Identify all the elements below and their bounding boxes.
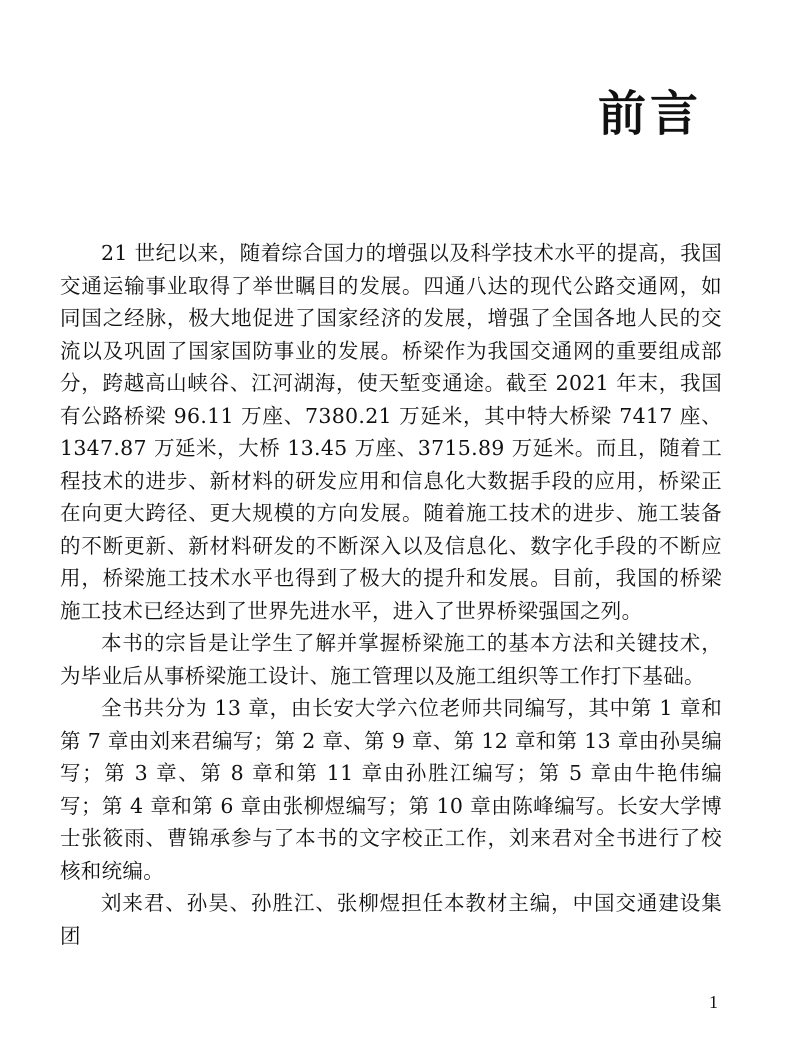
page-title: 前言 <box>597 86 702 142</box>
page-number: 1 <box>709 992 718 1012</box>
paragraph-4: 刘来君、孙昊、孙胜江、张柳煜担任本教材主编，中国交通建设集团 <box>60 891 722 948</box>
paragraph-2: 本书的宗旨是让学生了解并掌握桥梁施工的基本方法和关键技术，为毕业后从事桥梁施工设计、施工管理以及施工组织等工作打下基础。 <box>60 631 722 688</box>
preface-body <box>60 237 722 952</box>
paragraph-1: 21 世纪以来，随着综合国力的增强以及科学技术水平的提高，我国交通运输事业取得了举世瞩目的发展。四通八达的现代公路交通网，如同国之经脉，极大地促进了国家经济的发展，增强了全国各地人民的交流以及巩固了国家国防事业的发展。桥梁作为我国交通网的重要组成部分，跨越高山峡谷、江河湖海，使天堑变通途。截至 2021 年末，我国有公路桥梁 96.11 万座、7380.21 万延米，其中特大桥梁 7417 座、1347.87 万延米，大桥 13.45 万座、3715.89 万延米。而且，随着工程技术的进步、新材料的研发应用和信息化大数据手段的应用，桥梁正在向更大跨径、更大规模的方向发展。随着施工技术的进步、施工装备的不断更新、新材料研发的不断深入以及信息化、数字化手段的不断应用，桥梁施工技术水平也得到了极大的提升和发展。目前，我国的桥梁施工技术已经达到了世界先进水平，进入了世界桥梁强国之列。 <box>60 241 722 623</box>
paragraph-3: 全书共分为 13 章，由长安大学六位老师共同编写，其中第 1 章和第 7 章由刘来君编写；第 2 章、第 9 章、第 12 章和第 13 章由孙昊编写；第 3 章、第 8 章和第 11 章由孙胜江编写；第 5 章由牛艳伟编写；第 4 章和第 6 章由张柳煜编写；第 10 章由陈峰编写。长安大学博士张筱雨、曹锦承参与了本书的文字校正工作，刘来君对全书进行了校核和统编。 <box>60 696 722 883</box>
